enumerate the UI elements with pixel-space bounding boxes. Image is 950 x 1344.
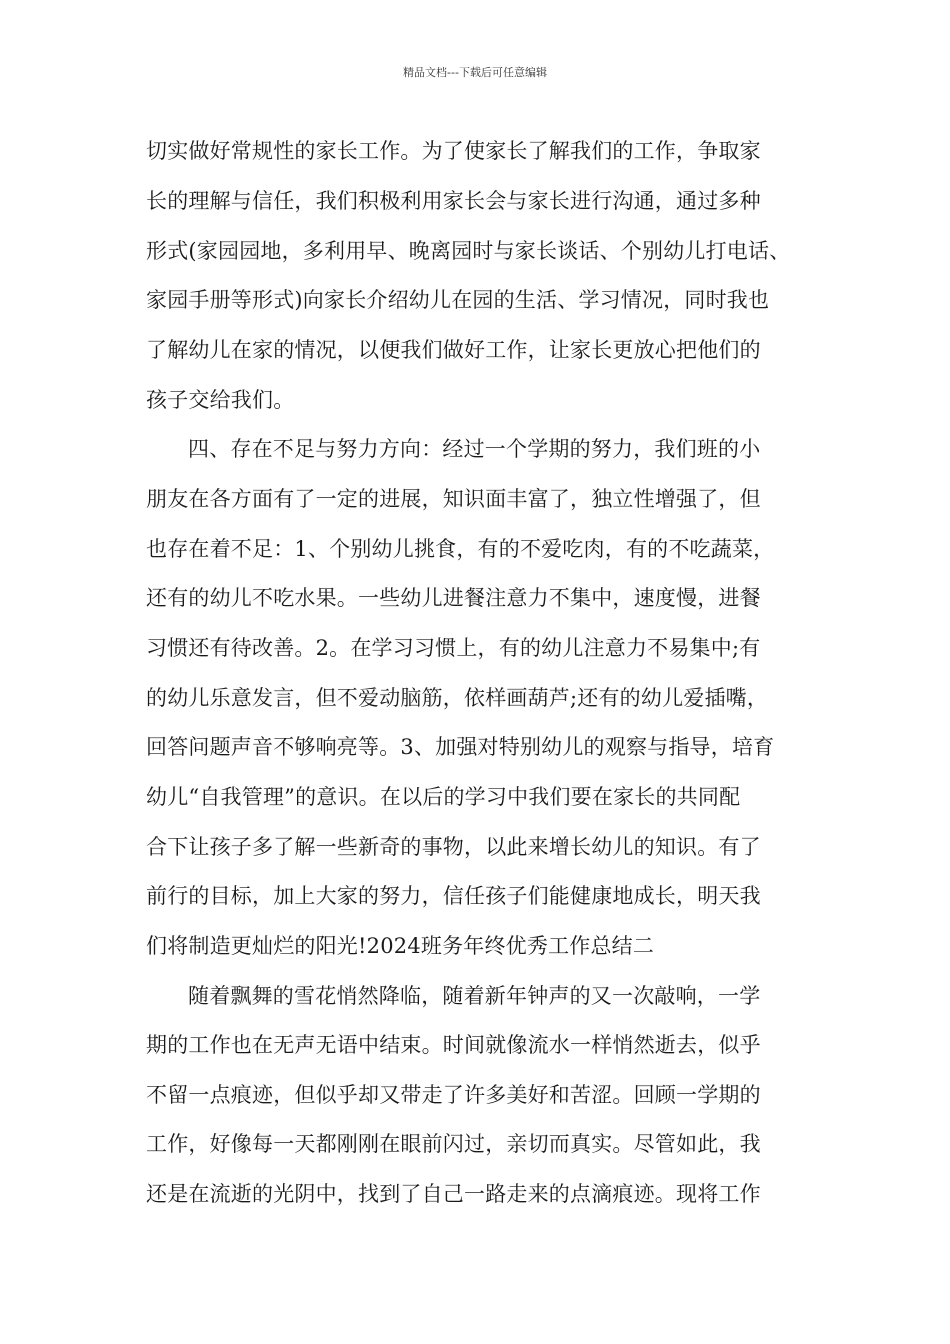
text-line: 期的工作也在无声无语中结束。时间就像流水一样悄然逝去，似乎 [146,1033,761,1057]
text-line: 形式(家园园地，多利用早、晚离园时与家长谈话、个别幼儿打电话、 [146,239,791,263]
text-line: 回答问题声音不够响亮等。3、加强对特别幼儿的观察与指导，培育 [146,735,775,759]
text-line: 的幼儿乐意发言，但不爱动脑筋，依样画葫芦;还有的幼儿爱插嘴， [146,686,769,710]
paragraph-first-line: 四、存在不足与努力方向：经过一个学期的努力，我们班的小 [188,437,761,461]
text-line: 切实做好常规性的家长工作。为了使家长了解我们的工作，争取家 [146,139,761,163]
paragraph-first-line: 随着飘舞的雪花悄然降临，随着新年钟声的又一次敲响，一学 [188,984,761,1008]
text-line: 孩子交给我们。 [146,388,295,412]
text-line: 前行的目标，加上大家的努力，信任孩子们能健康地成长，明天我 [146,884,761,908]
text-line: 也存在着不足：1、个别幼儿挑食，有的不爱吃肉，有的不吃蔬菜， [146,537,775,561]
text-line: 习惯还有待改善。2。在学习习惯上，有的幼儿注意力不易集中;有 [146,636,761,660]
text-line: 长的理解与信任，我们积极利用家长会与家长进行沟通，通过多种 [146,189,761,213]
page-header: 精品文档---下载后可任意编辑 [403,66,547,79]
text-line: 不留一点痕迹，但似乎却又带走了许多美好和苦涩。回顾一学期的 [146,1083,761,1107]
text-line: 们将制造更灿烂的阳光!2024班务年终优秀工作总结二 [146,934,655,958]
text-line: 工作，好像每一天都刚刚在眼前闪过，亲切而真实。尽管如此，我 [146,1132,761,1156]
text-line: 还是在流逝的光阴中，找到了自己一路走来的点滴痕迹。现将工作 [146,1182,761,1206]
text-line: 幼儿“自我管理”的意识。在以后的学习中我们要在家长的共同配 [146,785,741,809]
text-line: 了解幼儿在家的情况，以便我们做好工作，让家长更放心把他们的 [146,338,761,362]
text-line: 家园手册等形式)向家长介绍幼儿在园的生活、学习情况，同时我也 [146,288,770,312]
text-line: 合下让孩子多了解一些新奇的事物，以此来增长幼儿的知识。有了 [146,835,761,859]
text-line: 朋友在各方面有了一定的进展，知识面丰富了，独立性增强了，但 [146,487,761,511]
text-line: 还有的幼儿不吃水果。一些幼儿进餐注意力不集中，速度慢，进餐 [146,586,761,610]
